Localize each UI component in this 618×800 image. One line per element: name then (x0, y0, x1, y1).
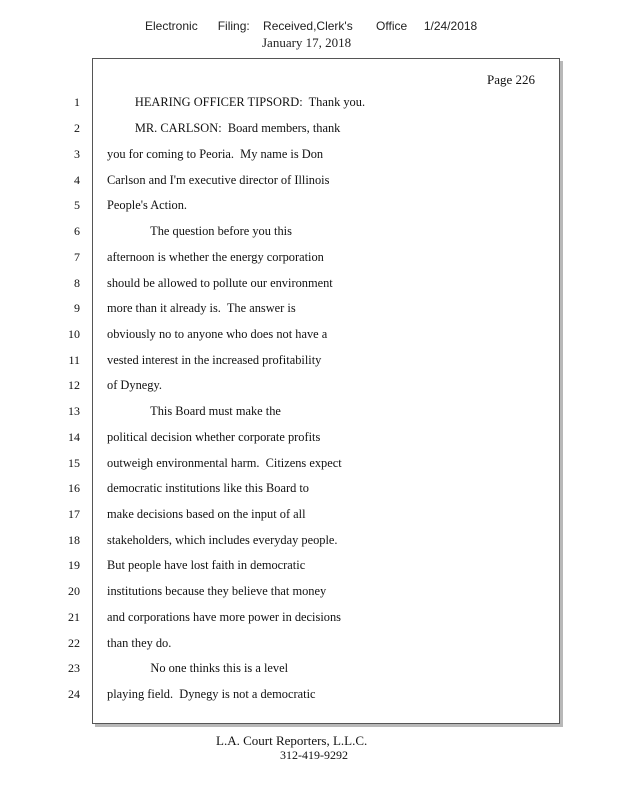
line-number: 15 (68, 456, 80, 470)
line-number: 23 (68, 661, 80, 675)
transcript-line: vested interest in the increased profitability (107, 353, 322, 367)
line-number: 14 (68, 430, 80, 444)
transcript-line: institutions because they believe that money (107, 584, 327, 598)
line-number: 24 (68, 687, 80, 701)
footer-phone: 312-419-9292 (280, 748, 348, 762)
page-number: Page 226 (487, 72, 536, 87)
transcript-line: People's Action. (107, 198, 188, 212)
transcript-line: afternoon is whether the energy corporation (107, 250, 324, 264)
filing-stamp: Electronic Filing: Received,Clerk's Office 1/24/2018 (145, 19, 478, 33)
filing-date: January 17, 2018 (262, 35, 352, 50)
transcript-line: democratic institutions like this Board to (107, 481, 310, 495)
line-number: 12 (68, 378, 80, 392)
line-number: 11 (68, 353, 80, 367)
transcript-line: make decisions based on the input of all (107, 507, 306, 521)
line-number: 9 (74, 301, 80, 315)
transcript-line: and corporations have more power in decisions (107, 610, 341, 624)
transcript-line: than they do. (107, 636, 172, 650)
footer-company: L.A. Court Reporters, L.L.C. (216, 733, 368, 748)
transcript-line: stakeholders, which includes everyday people. (107, 533, 338, 547)
transcript-line: you for coming to Peoria. My name is Don (107, 147, 324, 161)
line-number: 16 (68, 481, 80, 495)
line-number: 18 (68, 533, 80, 547)
line-number: 8 (74, 276, 80, 290)
line-number: 21 (68, 610, 80, 624)
line-number: 2 (74, 121, 80, 135)
line-number: 4 (74, 173, 80, 187)
line-number: 5 (74, 198, 80, 212)
line-number: 22 (68, 636, 80, 650)
line-number: 13 (68, 404, 80, 418)
transcript-line: This Board must make the (107, 404, 281, 418)
transcript-line: obviously no to anyone who does not have a (107, 327, 328, 341)
transcript-line: The question before you this (107, 224, 292, 238)
transcript-line: of Dynegy. (107, 378, 162, 392)
line-number: 6 (74, 224, 80, 238)
transcript-line: No one thinks this is a level (107, 661, 289, 675)
line-number: 3 (74, 147, 80, 161)
line-number: 20 (68, 584, 80, 598)
transcript-line: outweigh environmental harm. Citizens expect (107, 456, 342, 470)
line-number: 7 (74, 250, 80, 264)
line-number: 1 (74, 95, 80, 109)
transcript-line: should be allowed to pollute our environment (107, 276, 333, 290)
transcript-line: MR. CARLSON: Board members, thank (107, 121, 341, 135)
transcript-line: Carlson and I'm executive director of Illinois (107, 173, 330, 187)
transcript-line: HEARING OFFICER TIPSORD: Thank you. (107, 95, 366, 109)
line-number: 19 (68, 558, 80, 572)
line-number: 10 (68, 327, 80, 341)
line-number: 17 (68, 507, 80, 521)
transcript-line: political decision whether corporate profits (107, 430, 321, 444)
transcript-line: playing field. Dynegy is not a democratic (107, 687, 316, 701)
transcript-line: But people have lost faith in democratic (107, 558, 306, 572)
transcript-line: more than it already is. The answer is (107, 301, 296, 315)
